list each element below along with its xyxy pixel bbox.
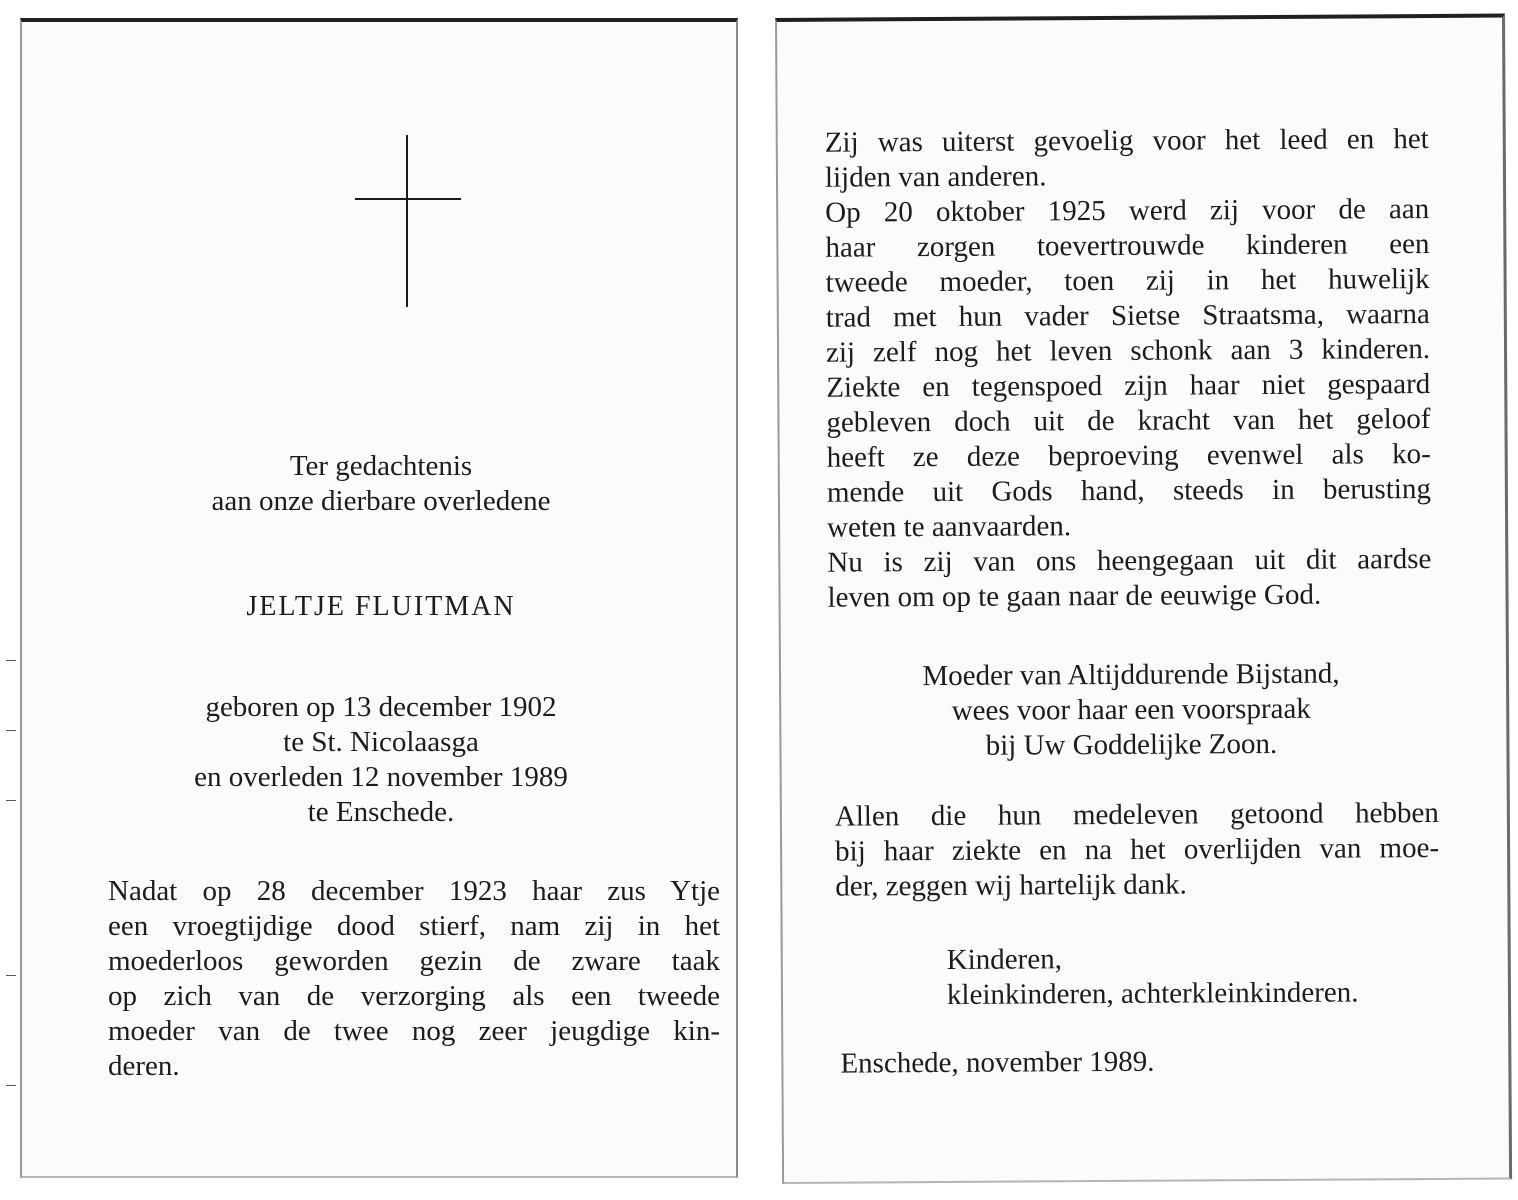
paragraph-line: tweede moeder, toen zij in het huwelijk: [825, 263, 1430, 299]
paragraph-line: Zij was uiterst gevoelig voor het leed en het: [824, 123, 1429, 159]
cross-icon-bar: [355, 198, 461, 200]
heading-line-1: Ter gedachtenis: [289, 450, 473, 482]
paragraph-line: zij zelf nog het leven schonk aan 3 kinderen.: [825, 333, 1431, 369]
paragraph-line: mende uit Gods hand, steeds in berusting: [826, 473, 1431, 509]
signature-line-1: Kinderen,: [946, 943, 1063, 976]
thanks-line: bij haar ziekte en na het overlijden van moe-: [834, 831, 1440, 868]
scan-mark: [6, 660, 16, 661]
life-paragraph: [825, 122, 1432, 616]
paragraph-line: moeder van de twee nog zeer jeugdige kin-: [108, 1015, 720, 1047]
thanks-line: der, zeggen wij hartelijk dank.: [835, 868, 1187, 903]
paragraph-line: lijden van anderen.: [824, 160, 1047, 194]
scan-mark: [6, 800, 16, 801]
prayer-line: bij Uw Goddelijke Zoon.: [985, 727, 1278, 762]
scan-mark: [6, 1085, 16, 1086]
deceased-name: JELTJE FLUITMAN: [246, 591, 516, 622]
cross-icon: [406, 135, 408, 307]
paragraph-line: een vroegtijdige dood stierf, nam zij in het: [108, 910, 720, 942]
paragraph-line: trad met hun vader Sietse Straatsma, waarna: [825, 298, 1430, 334]
thanks-line: Allen die hun medeleven getoond hebben: [834, 796, 1439, 833]
memorial-card-front: [20, 18, 738, 1178]
place-date: Enschede, november 1989.: [840, 1045, 1155, 1080]
paragraph-line: Nu is zij van ons heengegaan uit dit aardse: [827, 543, 1432, 579]
paragraph-line: deren.: [108, 1050, 180, 1082]
heading-line-2: aan onze dierbare overledene: [211, 485, 551, 517]
prayer-line: Moeder van Altijddurende Bijstand,: [922, 657, 1340, 693]
paragraph-line: Nadat op 28 december 1923 haar zus Ytje: [108, 875, 720, 907]
paragraph-line: moederloos geworden gezin de zware taak: [108, 945, 720, 977]
death-place-line: te Enschede.: [307, 796, 455, 828]
scan-mark: [6, 975, 16, 976]
thanks-paragraph: [835, 796, 1440, 905]
birth-date-line: geboren op 13 december 1902: [205, 691, 557, 723]
paragraph-line: gebleven doch uit de kracht van het geloof: [826, 403, 1431, 439]
memorial-card-back: [775, 14, 1512, 1184]
signature-line-2: kleinkinderen, achterkleinkinderen.: [946, 976, 1359, 1011]
paragraph-line: Ziekte en tegenspoed zijn haar niet gespaard: [826, 368, 1431, 404]
biography-paragraph: [108, 874, 720, 1084]
paragraph-line: op zich van de verzorging als een tweede: [108, 980, 720, 1012]
birth-place-line: te St. Nicolaasga: [283, 726, 479, 758]
paragraph-line: leven om op te gaan naar de eeuwige God.: [827, 578, 1322, 614]
paragraph-line: weten te aanvaarden.: [827, 510, 1072, 544]
paragraph-line: heeft ze deze beproeving evenwel als ko-: [826, 438, 1431, 474]
death-date-line: en overleden 12 november 1989: [194, 761, 568, 793]
paragraph-line: Op 20 oktober 1925 werd zij voor de aan: [825, 193, 1430, 229]
prayer-block: [781, 656, 1482, 765]
prayer-line: wees voor haar een voorspraak: [951, 692, 1311, 727]
signature-block: [947, 940, 1359, 1013]
scan-mark: [6, 730, 16, 731]
paragraph-line: haar zorgen toevertrouwde kinderen een: [825, 228, 1430, 264]
